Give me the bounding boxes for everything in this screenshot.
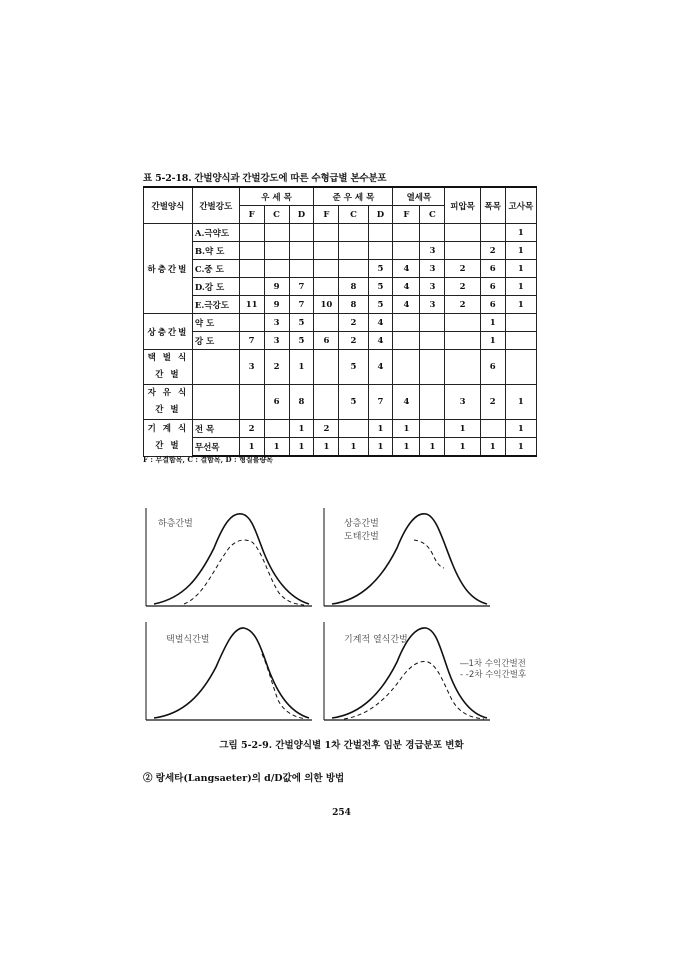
value-cell: 4 <box>393 260 420 278</box>
method-line: 간 벌 <box>155 405 181 415</box>
value-cell <box>420 332 445 350</box>
value-cell: 3 <box>264 314 289 332</box>
value-cell <box>393 350 420 385</box>
value-cell: 7 <box>289 278 314 296</box>
value-cell: 3 <box>420 260 445 278</box>
value-cell: 7 <box>289 296 314 314</box>
value-cell <box>420 420 445 438</box>
value-cell: 6 <box>480 260 505 278</box>
value-cell: 1 <box>420 438 445 457</box>
intensity-cell <box>192 350 239 385</box>
value-cell: 6 <box>314 332 339 350</box>
value-cell: 2 <box>445 278 480 296</box>
value-cell <box>289 242 314 260</box>
table-row <box>144 332 537 350</box>
value-cell: 1 <box>445 420 480 438</box>
value-cell: 1 <box>264 438 289 457</box>
value-cell <box>505 314 536 332</box>
page-number: 254 <box>332 808 351 818</box>
value-cell: 1 <box>480 332 505 350</box>
intensity-cell: 약 도 <box>192 314 239 332</box>
subheader-cell: C <box>264 206 289 224</box>
value-cell: 5 <box>289 332 314 350</box>
value-cell <box>368 224 393 242</box>
value-cell: 2 <box>445 260 480 278</box>
intensity-cell: B.약 도 <box>192 242 239 260</box>
table-row <box>144 296 537 314</box>
method-line: 기 계 식 <box>147 423 189 434</box>
table-row <box>144 260 537 278</box>
value-cell <box>420 350 445 385</box>
panel-label: 기계적 열식간벌 <box>344 635 408 645</box>
method-line: 간 벌 <box>155 370 181 380</box>
value-cell: 1 <box>505 420 536 438</box>
header-dominant: 우 세 목 <box>239 187 314 206</box>
panel-selection-thinning <box>144 622 314 722</box>
value-cell: 7 <box>368 385 393 420</box>
value-cell: 1 <box>393 420 420 438</box>
table-row <box>144 420 537 438</box>
table-row <box>144 242 537 260</box>
value-cell: 7 <box>239 332 264 350</box>
value-cell: 2 <box>339 314 368 332</box>
value-cell <box>393 224 420 242</box>
subheader-cell: C <box>420 206 445 224</box>
value-cell: 1 <box>314 438 339 457</box>
table-row <box>144 438 537 457</box>
method-cell <box>144 350 193 385</box>
header-suppressed: 피압목 <box>445 187 480 224</box>
value-cell: 1 <box>445 438 480 457</box>
value-cell <box>393 314 420 332</box>
value-cell: 1 <box>339 438 368 457</box>
intensity-cell: 무선목 <box>192 438 239 457</box>
value-cell: 4 <box>393 296 420 314</box>
value-cell: 8 <box>289 385 314 420</box>
value-cell: 5 <box>368 296 393 314</box>
panel-low-thinning <box>144 508 314 608</box>
value-cell <box>420 224 445 242</box>
value-cell: 4 <box>368 314 393 332</box>
table-row <box>144 278 537 296</box>
table-row <box>144 224 537 242</box>
value-cell <box>505 332 536 350</box>
header-codominant: 준 우 세 목 <box>314 187 393 206</box>
value-cell <box>314 224 339 242</box>
value-cell: 2 <box>339 332 368 350</box>
value-cell: 1 <box>393 438 420 457</box>
value-cell: 2 <box>314 420 339 438</box>
value-cell <box>289 224 314 242</box>
value-cell <box>314 314 339 332</box>
value-cell: 10 <box>314 296 339 314</box>
value-cell <box>368 242 393 260</box>
value-cell: 4 <box>393 278 420 296</box>
legend-after: - -2차 수익간벌후 <box>460 670 527 680</box>
value-cell <box>239 224 264 242</box>
value-cell: 1 <box>505 224 536 242</box>
value-cell: 2 <box>480 242 505 260</box>
value-cell <box>505 350 536 385</box>
header-dead: 고사목 <box>505 187 536 224</box>
header-wolf: 폭목 <box>480 187 505 224</box>
value-cell: 1 <box>239 438 264 457</box>
value-cell: 1 <box>368 438 393 457</box>
panel-label-2: 도태간벌 <box>344 532 379 542</box>
intensity-cell: E.극강도 <box>192 296 239 314</box>
value-cell: 6 <box>480 350 505 385</box>
value-cell <box>339 224 368 242</box>
value-cell <box>420 385 445 420</box>
value-cell <box>264 242 289 260</box>
method-line: 택 벌 식 <box>147 353 189 363</box>
value-cell <box>393 332 420 350</box>
value-cell: 5 <box>368 278 393 296</box>
intensity-cell: A.극약도 <box>192 224 239 242</box>
value-cell: 5 <box>368 260 393 278</box>
value-cell: 6 <box>264 385 289 420</box>
value-cell: 3 <box>239 350 264 385</box>
value-cell <box>239 314 264 332</box>
value-cell: 1 <box>505 385 536 420</box>
intensity-cell: 전 목 <box>192 420 239 438</box>
method-cell <box>144 420 193 457</box>
value-cell: 3 <box>445 385 480 420</box>
intensity-cell: C.중 도 <box>192 260 239 278</box>
value-cell: 2 <box>480 385 505 420</box>
subheader-cell: D <box>368 206 393 224</box>
value-cell: 5 <box>289 314 314 332</box>
value-cell: 3 <box>264 332 289 350</box>
value-cell: 5 <box>339 385 368 420</box>
value-cell <box>264 260 289 278</box>
value-cell: 3 <box>420 278 445 296</box>
value-cell: 5 <box>339 350 368 385</box>
value-cell: 9 <box>264 278 289 296</box>
value-cell: 4 <box>393 385 420 420</box>
legend-before: ―1차 수익간벌전 <box>460 659 526 669</box>
value-cell: 1 <box>480 314 505 332</box>
value-cell: 3 <box>420 242 445 260</box>
value-cell: 1 <box>505 278 536 296</box>
table-note: F : 무결함목, C : 결함목, D : 형질불량목 <box>143 455 273 464</box>
value-cell <box>289 260 314 278</box>
subheader-cell: F <box>314 206 339 224</box>
table-caption: 표 5-2-18. 간벌양식과 간벌강도에 따른 수형급별 본수분포 <box>143 173 387 184</box>
panel-label-1: 상층간벌 <box>344 519 379 529</box>
value-cell <box>480 224 505 242</box>
value-cell: 8 <box>339 278 368 296</box>
subheader-cell: F <box>239 206 264 224</box>
value-cell: 1 <box>505 260 536 278</box>
table-row <box>144 350 537 385</box>
value-cell: 9 <box>264 296 289 314</box>
value-cell: 3 <box>420 296 445 314</box>
value-cell: 8 <box>339 296 368 314</box>
header-inferior: 열세목 <box>393 187 445 206</box>
value-cell <box>239 242 264 260</box>
value-cell: 1 <box>505 438 536 457</box>
intensity-cell: D.강 도 <box>192 278 239 296</box>
value-cell: 1 <box>368 420 393 438</box>
table-row <box>144 385 537 420</box>
method-cell <box>144 385 193 420</box>
panel-label: 하층간벌 <box>158 519 193 529</box>
distribution-table <box>143 186 537 457</box>
value-cell <box>314 260 339 278</box>
header-method: 간벌양식 <box>144 187 193 224</box>
value-cell: 4 <box>368 350 393 385</box>
value-cell: 1 <box>289 420 314 438</box>
value-cell <box>393 242 420 260</box>
value-cell <box>314 242 339 260</box>
value-cell <box>339 260 368 278</box>
intensity-cell <box>192 385 239 420</box>
value-cell <box>339 420 368 438</box>
value-cell: 2 <box>264 350 289 385</box>
subheader-cell: D <box>289 206 314 224</box>
value-cell <box>264 420 289 438</box>
value-cell: 11 <box>239 296 264 314</box>
method-cell: 상층간벌 <box>144 314 193 350</box>
subheader-cell: C <box>339 206 368 224</box>
subheading: ② 랑세타(Langsaeter)의 d/D값에 의한 방법 <box>143 773 345 784</box>
panel-crown-thinning <box>322 508 492 608</box>
value-cell: 1 <box>289 438 314 457</box>
value-cell <box>480 420 505 438</box>
value-cell: 2 <box>239 420 264 438</box>
value-cell: 1 <box>480 438 505 457</box>
method-line: 간 벌 <box>155 440 181 451</box>
method-line: 자 유 식 <box>147 388 189 398</box>
header-intensity: 간벌강도 <box>192 187 239 224</box>
value-cell: 1 <box>289 350 314 385</box>
value-cell <box>445 242 480 260</box>
value-cell: 1 <box>505 296 536 314</box>
value-cell <box>264 224 289 242</box>
value-cell: 6 <box>480 278 505 296</box>
panel-label: 택벌식간벌 <box>166 635 210 645</box>
value-cell <box>239 278 264 296</box>
method-cell: 하층간벌 <box>144 224 193 314</box>
value-cell <box>445 350 480 385</box>
value-cell <box>239 385 264 420</box>
value-cell: 6 <box>480 296 505 314</box>
value-cell <box>314 385 339 420</box>
value-cell <box>314 350 339 385</box>
value-cell: 1 <box>505 242 536 260</box>
figure-caption: 그림 5-2-9. 간벌양식별 1차 간벌전후 임분 경급분포 변화 <box>219 740 464 751</box>
value-cell <box>314 278 339 296</box>
table-row <box>144 314 537 332</box>
value-cell <box>420 314 445 332</box>
value-cell <box>445 314 480 332</box>
value-cell <box>239 260 264 278</box>
intensity-cell: 강 도 <box>192 332 239 350</box>
subheader-cell: F <box>393 206 420 224</box>
value-cell: 2 <box>445 296 480 314</box>
value-cell: 4 <box>368 332 393 350</box>
value-cell <box>445 224 480 242</box>
value-cell <box>445 332 480 350</box>
panel-mechanical-thinning <box>322 622 552 722</box>
value-cell <box>339 242 368 260</box>
